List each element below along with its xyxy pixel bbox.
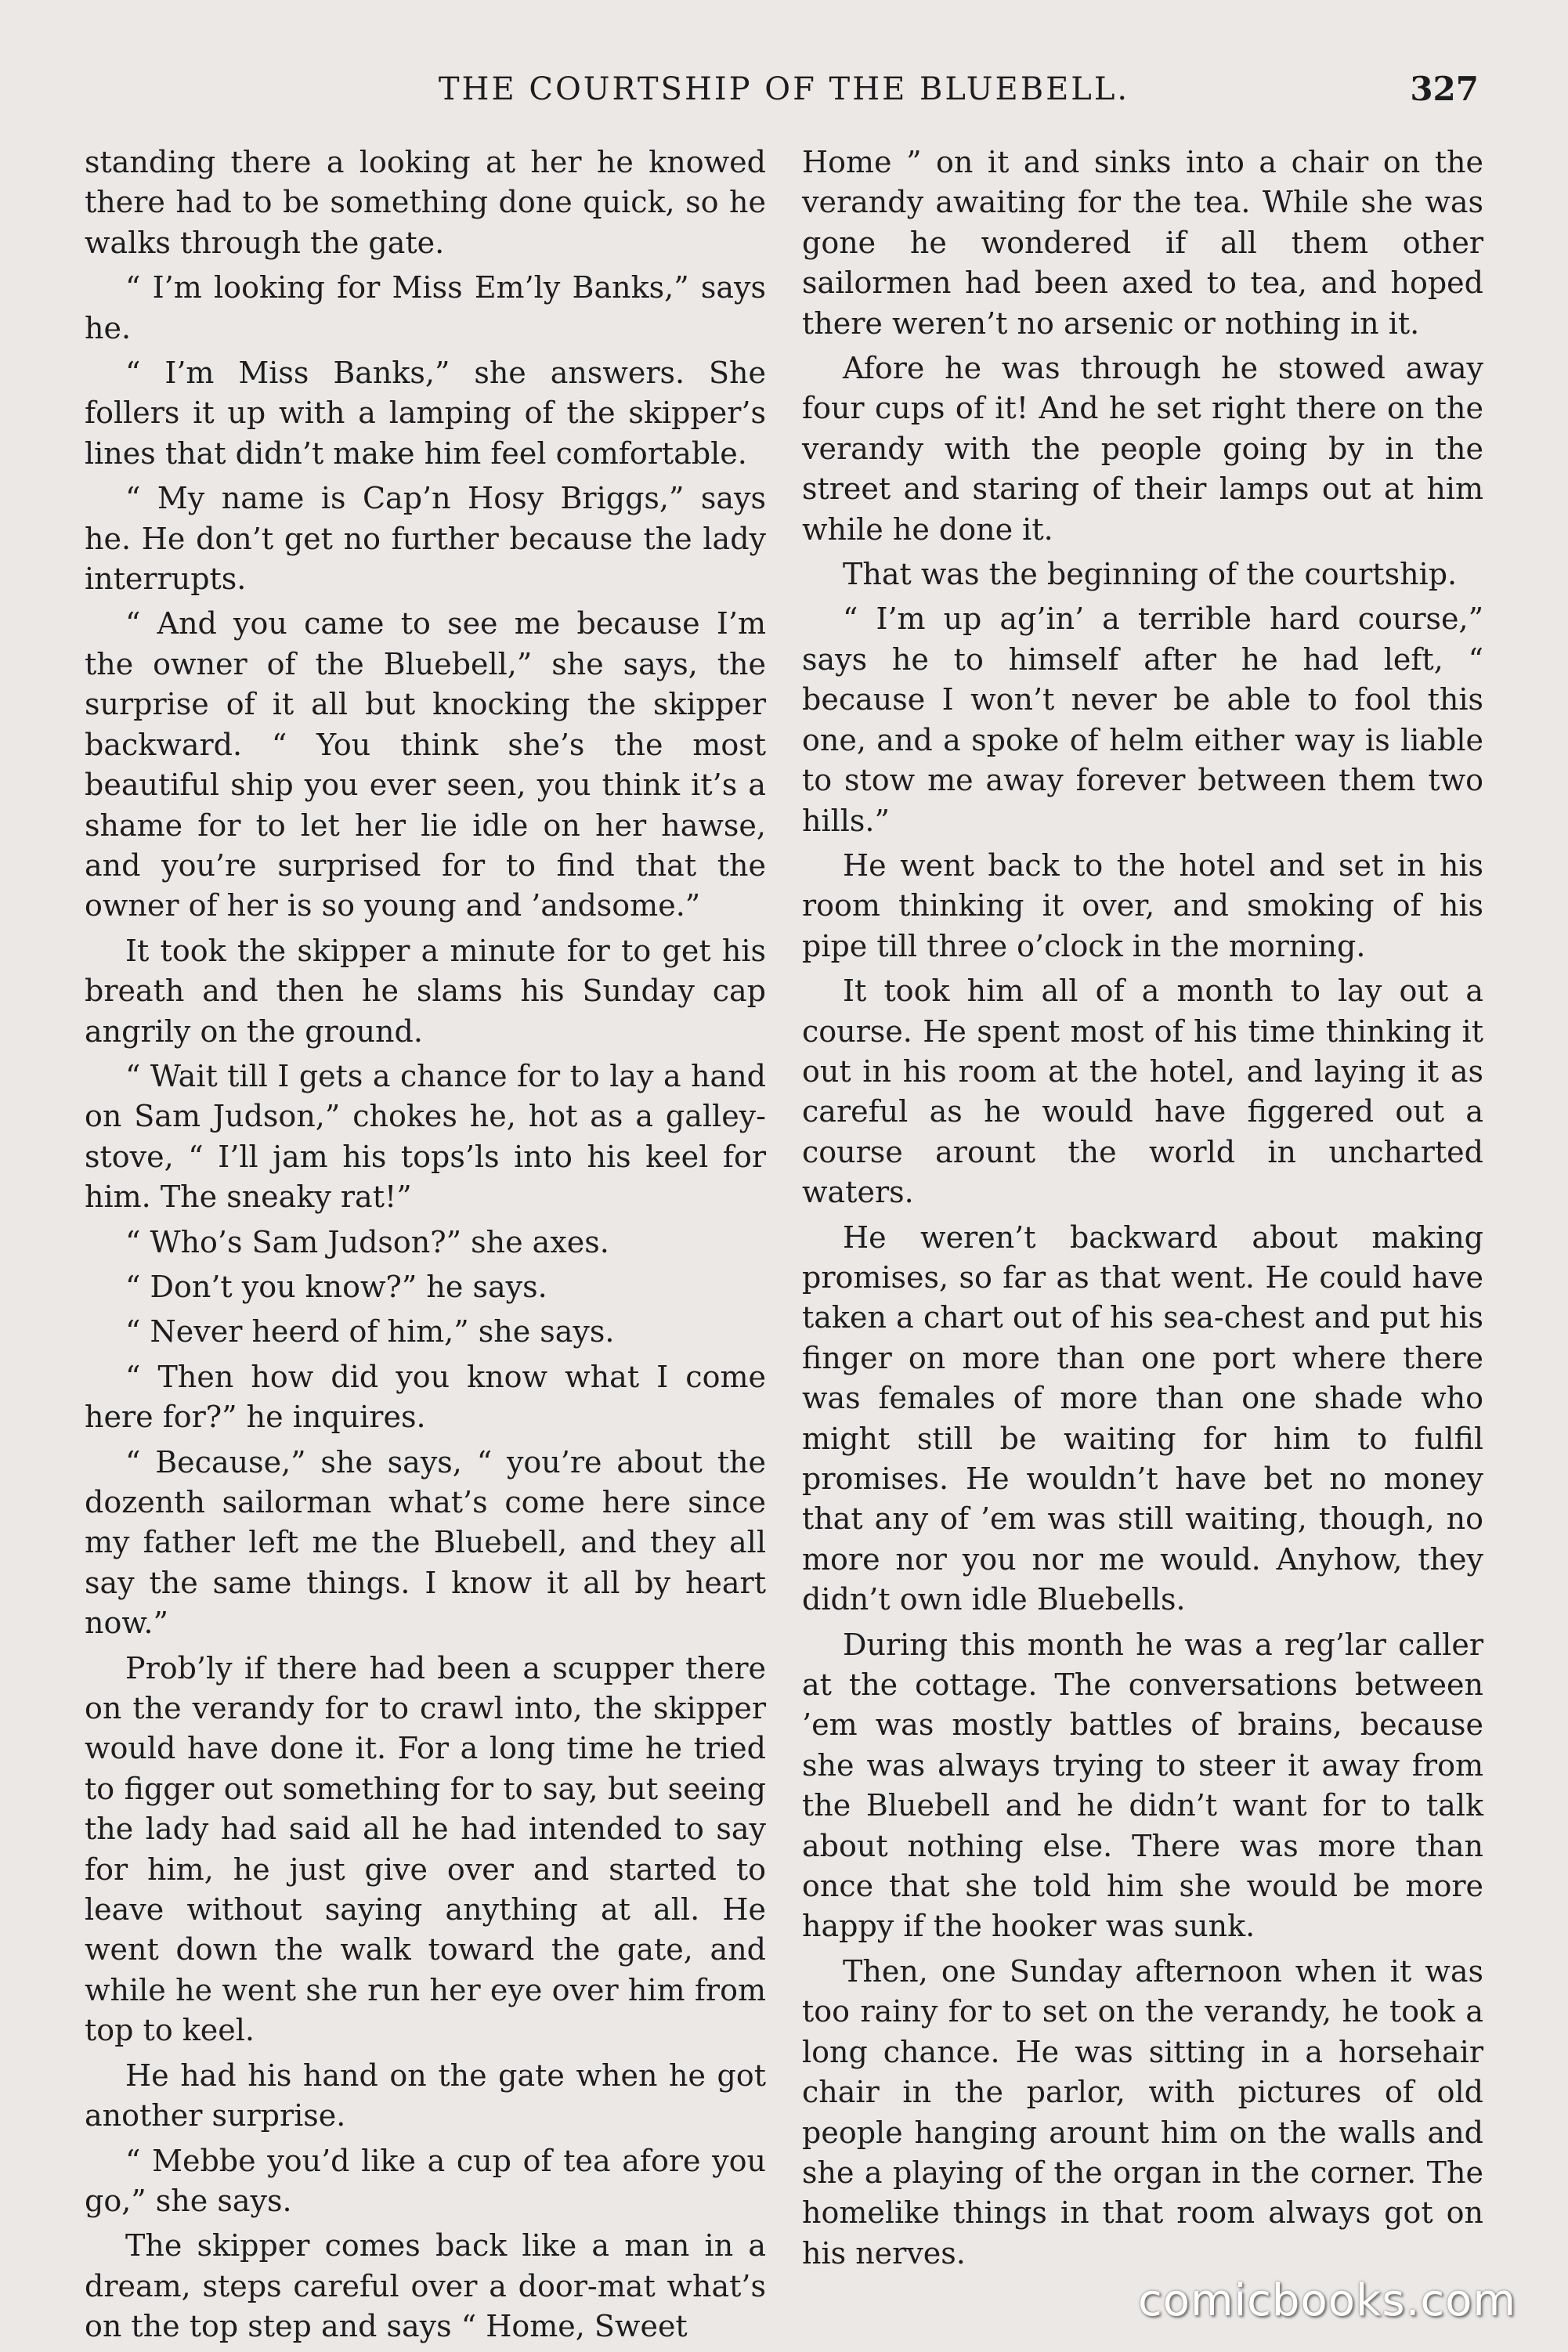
paragraph: “ Never heerd of him,” she says. bbox=[125, 1314, 615, 1349]
paragraph: “ Mebbe you’d like a cup of tea afore you go,” she says. bbox=[85, 2143, 766, 2218]
paragraph: “ Then how did you know what I come here for?” he inquires. bbox=[85, 1359, 766, 1435]
paragraph: “ I’m Miss Banks,” she answers. She follers it up with a lamping of the skipper’s lines that didn’t make him feel comfortable. bbox=[85, 356, 766, 471]
paragraph: He weren’t backward about making promises, so far as that went. He could have taken a chart out of his sea-chest and put his finger on more than one port where there was females of more than one shade who might still be waiting for him to fulfil promises. He wouldn’t have bet no money that any of ’em was still waiting, though, no more nor you nor me would. Anyhow, they didn’t own idle Bluebells. bbox=[802, 1219, 1483, 1617]
paragraph: “ Wait till I gets a chance for to lay a hand on Sam Judson,” chokes he, hot as a galley-stove, “ I’ll jam his tops’ls into his keel for him. The sneaky rat!” bbox=[85, 1058, 766, 1215]
text-column-right bbox=[802, 143, 1483, 2278]
paragraph: Then, one Sunday afternoon when it was too rainy for to set on the verandy, he took a long chance. He was sitting in a horsehair chair in the parlor, with pictures of old people hanging arount him on the walls and she a playing of the organ in the corner. The homelike things in that room always got on his nerves. bbox=[802, 1953, 1483, 2271]
paragraph: Prob’ly if there had been a scupper there on the verandy for to crawl into, the skipper would have done it. For a long time he tried to figger out something for to say, but seeing the lady had said all he had intended to say for him, he just give over and started to leave without saying anything at all. He went down the walk toward the gate, and while he went she run her eye over him from top to keel. bbox=[85, 1650, 766, 2048]
paragraph: “ Because,” she says, “ you’re about the dozenth sailorman what’s come here since my father left me the Bluebell, and they all say the same things. I know it all by heart now.” bbox=[85, 1444, 766, 1641]
paragraph: He had his hand on the gate when he got another surprise. bbox=[85, 2058, 766, 2133]
paragraph: It took him all of a month to lay out a course. He spent most of his time thinking it out in his room at the hotel, and laying it as careful as he would have figgered out a course arount the world in uncharted waters. bbox=[802, 974, 1483, 1210]
paragraph: Home ” on it and sinks into a chair on the verandy awaiting for the tea. While she was gone he wondered if all them other sailormen had been axed to tea, and hoped there weren’t no arsenic or nothing in it. bbox=[802, 145, 1483, 341]
text-column-left bbox=[85, 143, 766, 2352]
paragraph: standing there a looking at her he knowed there had to be something done quick, so he walks through the gate. bbox=[85, 145, 766, 260]
paragraph: “ I’m up ag’in’ a terrible hard course,” says he to himself after he had left, “ because I won’t never be able to fool this one, and a spoke of helm either way is liable to stow me away forever between them two hills.” bbox=[802, 602, 1483, 838]
running-title: THE COURTSHIP OF THE BLUEBELL. bbox=[438, 71, 1130, 107]
paragraph: During this month he was a reg’lar caller at the cottage. The conversations between ’em was mostly battles of brains, because she was always trying to steer it away from the Bluebell and he didn’t want for to talk about nothing else. There was more than once that she told him she would be more happy if the hooker was sunk. bbox=[802, 1627, 1483, 1944]
paragraph: Afore he was through he stowed away four cups of it! And he set right there on the verandy with the people going by in the street and staring of their lamps out at him while he done it. bbox=[802, 351, 1483, 547]
paragraph: “ Don’t you know?” he says. bbox=[125, 1269, 547, 1304]
watermark: comicbooks.com bbox=[1137, 2275, 1516, 2326]
page-header bbox=[0, 66, 1568, 113]
paragraph: It took the skipper a minute for to get his breath and then he slams his Sunday cap angrily on the ground. bbox=[85, 933, 766, 1049]
paragraph: The skipper comes back like a man in a dream, steps careful over a door-mat what’s on the top step and says “ Home, Sweet bbox=[85, 2228, 766, 2344]
paragraph: “ And you came to see me because I’m the owner of the Bluebell,” she says, the surprise of it all but knocking the skipper backward. “ You think she’s the most beautiful ship you ever seen, you think it’s a shame for to let her lie idle on her hawse, and you’re surprised for to find that the owner of her is so young and ’andsome.” bbox=[85, 606, 766, 923]
paragraph: “ Who’s Sam Judson?” she axes. bbox=[125, 1224, 609, 1259]
page-number: 327 bbox=[1410, 70, 1479, 108]
paragraph: “ My name is Cap’n Hosy Briggs,” says he. He don’t get no further because the lady interrupts. bbox=[85, 481, 766, 597]
paragraph: That was the beginning of the courtship. bbox=[843, 557, 1458, 592]
paragraph: “ I’m looking for Miss Em’ly Banks,” says he. bbox=[85, 270, 766, 345]
paragraph: He went back to the hotel and set in his room thinking it over, and smoking of his pipe till three o’clock in the morning. bbox=[802, 847, 1483, 963]
